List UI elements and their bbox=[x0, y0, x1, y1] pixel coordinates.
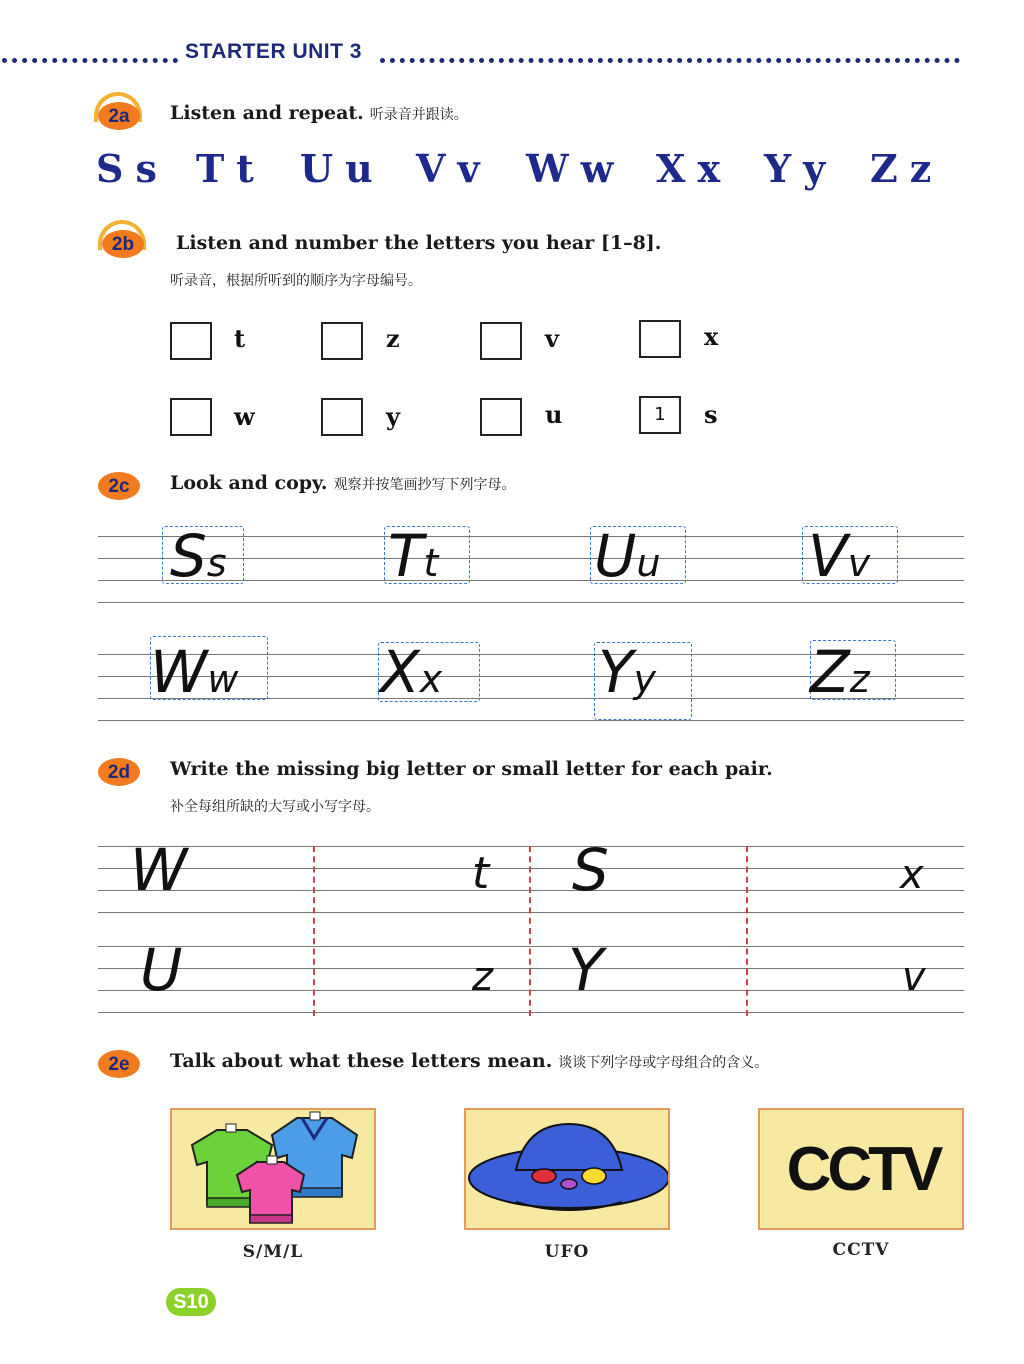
box-letter: y bbox=[386, 402, 400, 431]
given-letter: S bbox=[572, 836, 609, 904]
number-box-u[interactable] bbox=[480, 398, 522, 436]
pair-divider bbox=[313, 846, 315, 1016]
caption-sml: S/M/L bbox=[242, 1242, 304, 1262]
box-letter: t bbox=[234, 324, 246, 353]
instruction-2d-cn: 补全每组所缺的大写或小写字母。 bbox=[170, 799, 380, 815]
letter-pair: Zz bbox=[870, 146, 944, 191]
given-letter: Y bbox=[568, 936, 604, 1004]
caption-cctv: CCTV bbox=[832, 1240, 890, 1260]
sweaters-picture bbox=[170, 1108, 376, 1230]
number-box-s[interactable]: 1 bbox=[639, 396, 681, 434]
instruction-2d: Write the missing big letter or small letter for each pair. bbox=[170, 758, 773, 780]
cctv-picture bbox=[758, 1108, 964, 1230]
copy-pair-v: Vv bbox=[808, 522, 871, 590]
letter-pair: Xx bbox=[656, 146, 733, 191]
copy-pair-s: Ss bbox=[170, 522, 227, 590]
instruction-2b-cn: 听录音，根据所听到的顺序为字母编号。 bbox=[170, 273, 422, 289]
instruction-2a: Listen and repeat. 听录音并跟读。 bbox=[170, 102, 468, 124]
letter-pair: Uu bbox=[300, 146, 385, 191]
pair-staff-2 bbox=[98, 946, 964, 1016]
copy-pair-w: Ww bbox=[150, 638, 239, 706]
unit-title: STARTER UNIT 3 bbox=[185, 40, 362, 63]
letter-pair: Vv bbox=[416, 146, 492, 191]
pair-divider bbox=[746, 846, 748, 1016]
letter-pair: Tt bbox=[196, 146, 266, 191]
caption-ufo: UFO bbox=[544, 1242, 590, 1262]
copy-pair-z: Zz bbox=[810, 638, 870, 706]
copy-pair-u: Uu bbox=[594, 522, 661, 590]
letter-pair: Ss bbox=[96, 146, 169, 191]
box-letter: v bbox=[545, 324, 559, 353]
number-box-x[interactable] bbox=[639, 320, 681, 358]
letter-pairs-2a bbox=[96, 146, 946, 196]
given-letter: t bbox=[472, 848, 490, 899]
badge-2b: 2b bbox=[102, 226, 142, 260]
ufo-icon bbox=[466, 1110, 670, 1230]
number-box-z[interactable] bbox=[321, 322, 363, 360]
box-letter: s bbox=[704, 400, 718, 429]
box-letter: w bbox=[234, 402, 255, 431]
number-box-y[interactable] bbox=[321, 398, 363, 436]
copy-pair-x: Xx bbox=[380, 638, 443, 706]
pair-staff-1 bbox=[98, 846, 964, 916]
header-dots-left bbox=[2, 52, 178, 63]
copy-pair-t: Tt bbox=[388, 522, 439, 590]
badge-2d: 2d bbox=[98, 754, 138, 788]
cctv-logo: CCTV bbox=[786, 1135, 940, 1204]
given-letter: v bbox=[902, 954, 926, 1000]
badge-2e: 2e bbox=[98, 1046, 138, 1080]
page-number: S10 bbox=[166, 1288, 216, 1316]
given-letter: x bbox=[900, 852, 924, 898]
box-letter: x bbox=[704, 322, 719, 351]
given-letter: z bbox=[472, 954, 493, 1000]
copy-pair-y: Yy bbox=[598, 638, 656, 706]
badge-2a: 2a bbox=[98, 98, 138, 132]
box-letter: u bbox=[545, 400, 563, 429]
given-letter: W bbox=[130, 836, 188, 904]
box-letter: z bbox=[386, 324, 400, 353]
number-box-w[interactable] bbox=[170, 398, 212, 436]
instruction-2e: Talk about what these letters mean. 谈谈下列字母或字母组合的含义。 bbox=[170, 1050, 769, 1072]
letter-pair: Yy bbox=[764, 146, 838, 191]
letter-pair: Ww bbox=[526, 146, 626, 191]
instruction-2c: Look and copy. 观察并按笔画抄写下列字母。 bbox=[170, 472, 516, 494]
pair-divider bbox=[529, 846, 531, 1016]
header-dots-right bbox=[380, 52, 960, 63]
badge-2c: 2c bbox=[98, 468, 138, 502]
instruction-2b: Listen and number the letters you hear [1–8]. bbox=[176, 232, 662, 254]
given-letter: U bbox=[140, 936, 183, 1004]
sweaters-icon bbox=[172, 1110, 376, 1230]
number-box-t[interactable] bbox=[170, 322, 212, 360]
ufo-picture bbox=[464, 1108, 670, 1230]
number-box-v[interactable] bbox=[480, 322, 522, 360]
